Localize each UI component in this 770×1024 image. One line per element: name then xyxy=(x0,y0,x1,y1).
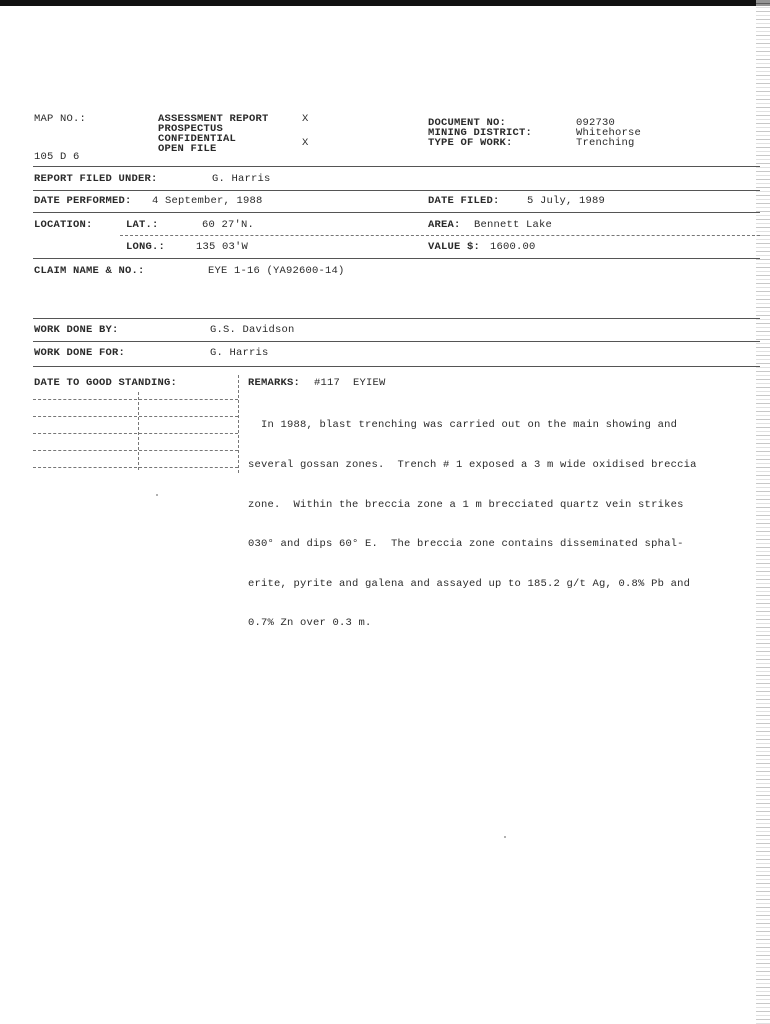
mining-district-label: MINING DISTRICT: xyxy=(428,127,533,139)
document-no-value: 092730 xyxy=(576,117,616,129)
rule-header xyxy=(33,166,760,167)
date-filed-value: 5 July, 1989 xyxy=(527,195,606,207)
remarks-body xyxy=(248,393,764,644)
remarks-divider xyxy=(238,375,239,473)
good-standing-col-divider xyxy=(138,392,139,470)
map-no-label: MAP NO.: xyxy=(34,113,87,125)
rule-claim xyxy=(33,318,760,319)
remarks-line: zone. Within the breccia zone a 1 m brecciated quartz vein strikes xyxy=(248,498,684,511)
good-standing-row-3 xyxy=(33,433,238,434)
good-standing-label: DATE TO GOOD STANDING: xyxy=(34,377,178,389)
value-label: VALUE $: xyxy=(428,241,481,253)
rule-dates xyxy=(33,212,760,213)
report-type-confidential: CONFIDENTIAL xyxy=(158,133,237,145)
good-standing-row-4 xyxy=(33,450,238,451)
report-type-open-file: OPEN FILE xyxy=(158,143,217,155)
value-value: 1600.00 xyxy=(490,241,536,253)
type-of-work-label: TYPE OF WORK: xyxy=(428,137,513,149)
scan-top-border xyxy=(0,0,770,6)
remarks-label: REMARKS: xyxy=(248,377,301,389)
location-label: LOCATION: xyxy=(34,219,93,231)
scan-speck xyxy=(156,494,158,496)
remarks-line: several gossan zones. Trench # 1 exposed a 3 m wide oxidised breccia xyxy=(248,459,697,472)
remarks-line: 0.7% Zn over 0.3 m. xyxy=(248,617,372,630)
work-done-by-value: G.S. Davidson xyxy=(210,324,295,336)
good-standing-row-1 xyxy=(33,399,238,400)
work-done-for-value: G. Harris xyxy=(210,347,269,359)
rule-work-by xyxy=(33,341,760,342)
report-type-assessment-mark: X xyxy=(302,113,309,125)
map-no-value: 105 D 6 xyxy=(34,151,80,163)
report-filed-under-label: REPORT FILED UNDER: xyxy=(34,173,158,185)
rule-location xyxy=(33,258,760,259)
date-performed-label: DATE PERFORMED: xyxy=(34,195,132,207)
claim-label: CLAIM NAME & NO.: xyxy=(34,265,145,277)
report-filed-under-value: G. Harris xyxy=(212,173,271,185)
area-label: AREA: xyxy=(428,219,461,231)
document-no-label: DOCUMENT NO: xyxy=(428,117,507,129)
work-done-for-label: WORK DONE FOR: xyxy=(34,347,126,359)
remarks-ref: #117 EYIEW xyxy=(314,377,386,389)
rule-filed-under xyxy=(33,190,760,191)
date-filed-label: DATE FILED: xyxy=(428,195,500,207)
rule-lat xyxy=(120,235,760,236)
claim-value: EYE 1-16 (YA92600-14) xyxy=(208,265,345,277)
area-value: Bennett Lake xyxy=(474,219,553,231)
report-type-confidential-mark: X xyxy=(302,137,309,149)
type-of-work-value: Trenching xyxy=(576,137,635,149)
rule-work-for xyxy=(33,366,760,367)
lat-value: 60 27'N. xyxy=(202,219,255,231)
remarks-line: In 1988, blast trenching was carried out on the main showing and xyxy=(248,419,678,432)
mining-district-value: Whitehorse xyxy=(576,127,642,139)
good-standing-row-2 xyxy=(33,416,238,417)
remarks-line: erite, pyrite and galena and assayed up to 185.2 g/t Ag, 0.8% Pb and xyxy=(248,577,691,590)
date-performed-value: 4 September, 1988 xyxy=(152,195,263,207)
long-label: LONG.: xyxy=(126,241,166,253)
long-value: 135 03'W xyxy=(196,241,249,253)
good-standing-row-5 xyxy=(33,467,238,468)
work-done-by-label: WORK DONE BY: xyxy=(34,324,119,336)
scan-speck xyxy=(504,836,506,838)
report-type-prospectus: PROSPECTUS xyxy=(158,123,224,135)
report-type-assessment: ASSESSMENT REPORT xyxy=(158,113,269,125)
remarks-line: 030° and dips 60° E. The breccia zone contains disseminated sphal- xyxy=(248,538,684,551)
lat-label: LAT.: xyxy=(126,219,159,231)
